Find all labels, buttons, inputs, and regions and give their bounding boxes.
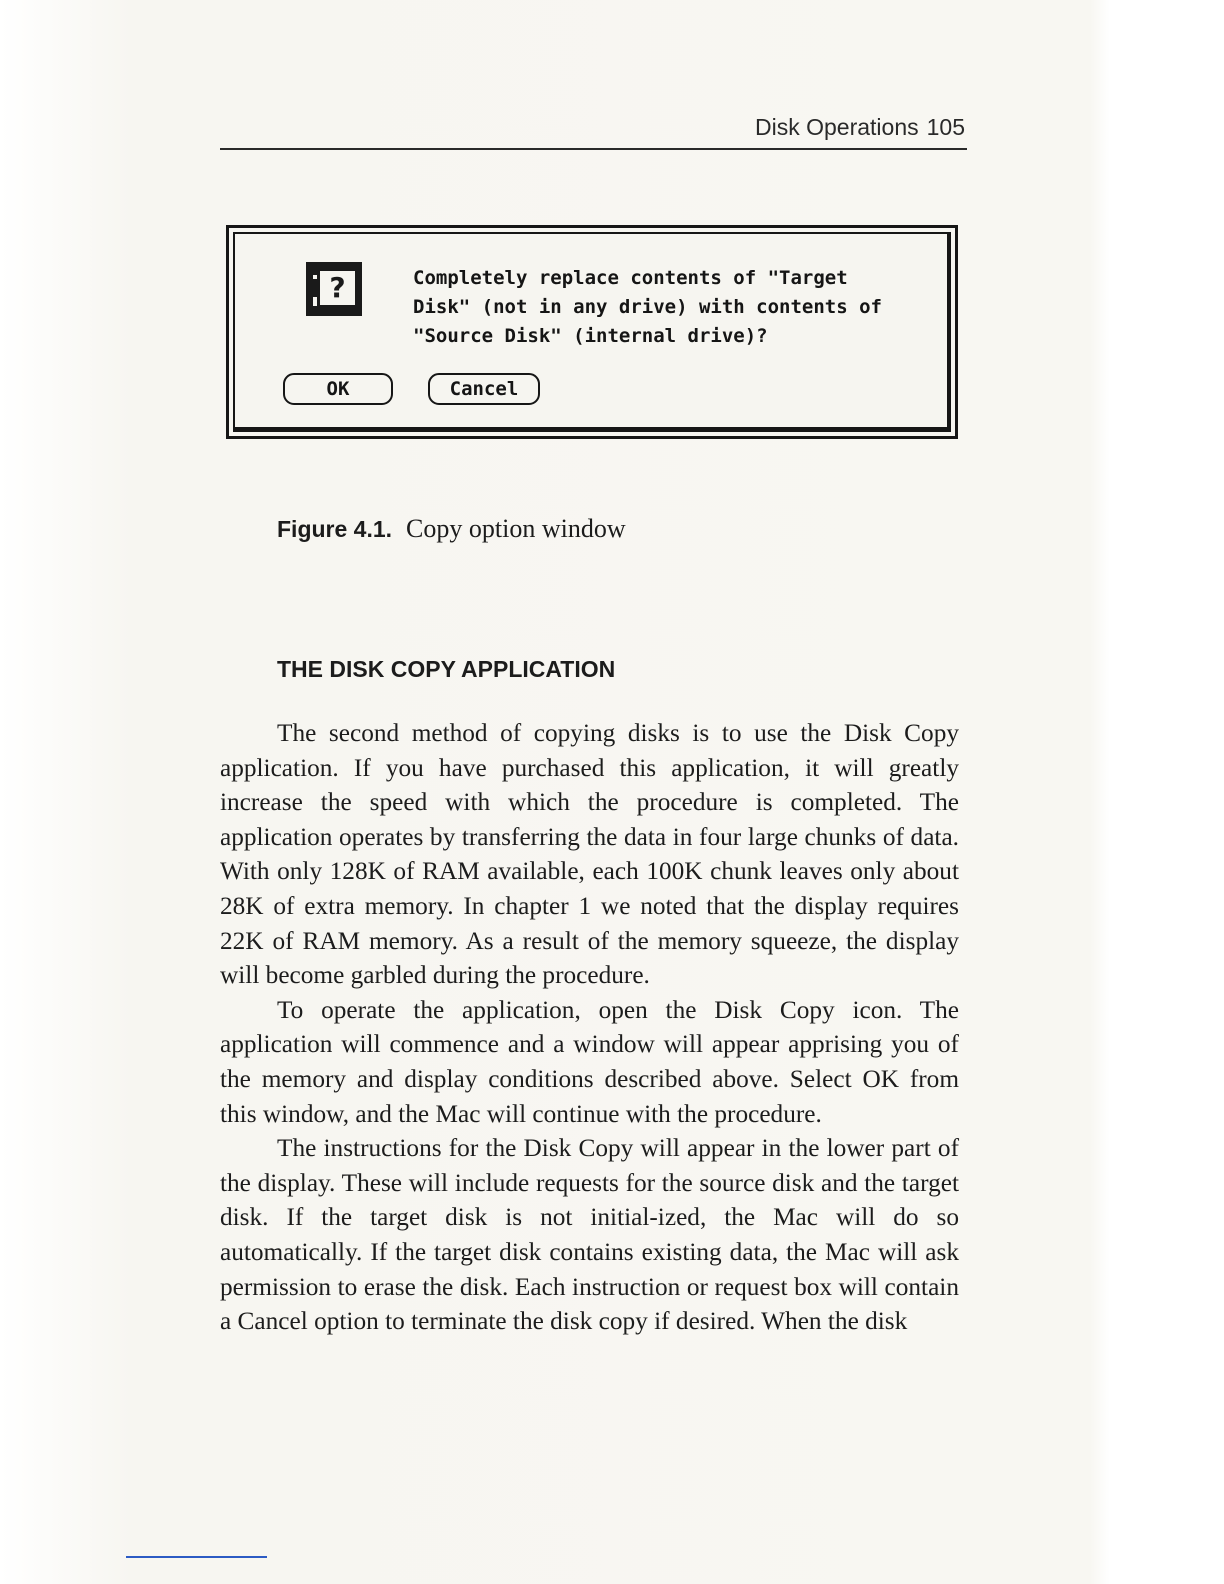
cancel-button[interactable]: Cancel — [428, 373, 540, 405]
figure-label: Figure 4.1. — [277, 516, 393, 542]
paragraph: The second method of copying disks is to use the Disk Copy application. If you have purchased this application, it will greatly increase the speed with which the procedure is completed. The application operates by transferring the data in four large chunks of data. With only 128K of RAM available, each 100K chunk leaves only about 28K of extra memory. In chapter 1 we noted that the display requires 22K of RAM memory. As a result of the memory squeeze, the display will become garbled during the procedure. — [220, 719, 959, 990]
paragraph: To operate the application, open the Disk Copy icon. The application will commence and a window will appear apprising you of the memory and display conditions described above. Select OK from this window, and the Mac will continue with the procedure. — [220, 995, 959, 1128]
running-header — [600, 114, 965, 141]
page-number: 105 — [926, 114, 965, 140]
caution-question-icon — [306, 262, 362, 316]
body-text — [220, 716, 959, 1339]
question-mark-glyph: ? — [320, 271, 355, 305]
header-section-title: Disk Operations — [755, 114, 919, 140]
paragraph: The instructions for the Disk Copy will appear in the lower part of the display. These will include requests for the source disk and the target disk. If the target disk is not initial-ized, the Mac will do so automatically. If the target disk contains existing data, the Mac will ask permission to erase the disk. Each instruction or request box will contain a Cancel option to terminate the disk copy if desired. When the disk — [220, 1134, 959, 1336]
header-rule — [220, 148, 967, 150]
dialog-inner-frame — [233, 232, 951, 432]
footer-link-underline — [126, 1556, 267, 1558]
copy-confirm-dialog — [226, 225, 958, 439]
section-heading: THE DISK COPY APPLICATION — [277, 656, 616, 682]
dialog-message: Completely replace contents of "Target Disk" (not in any drive) with contents of "Source Disk" (internal drive)? — [413, 267, 882, 347]
figure-caption-text: Copy option window — [406, 514, 626, 543]
figure-caption — [277, 514, 626, 544]
ok-button[interactable]: OK — [283, 373, 393, 405]
